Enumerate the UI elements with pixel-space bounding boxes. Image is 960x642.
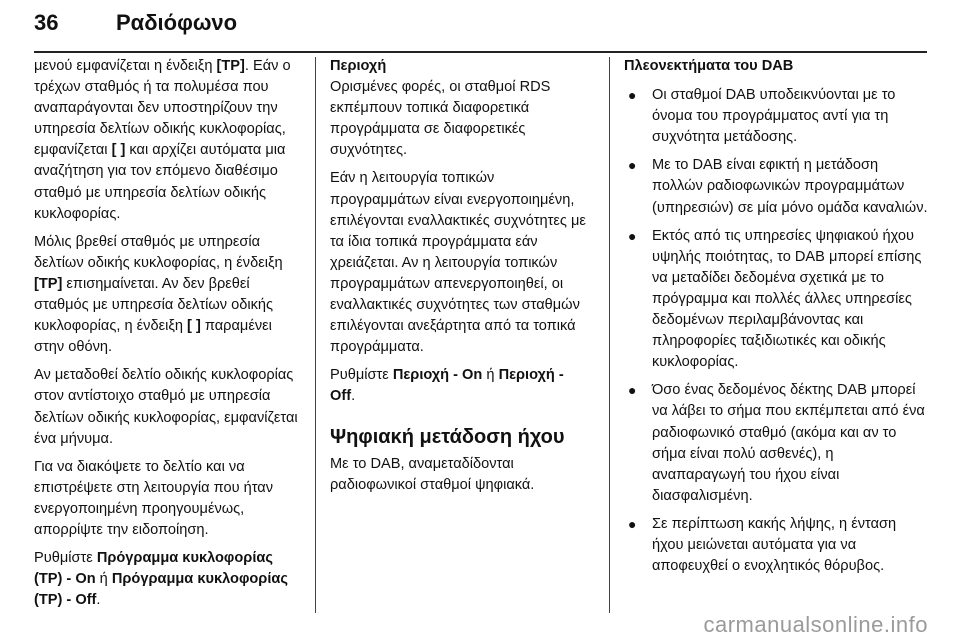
list-item: ● Εκτός από τις υπηρεσίες ψηφιακού ήχου υψηλής ποιότητας, το DAB μπορεί επίσης να μεταδίδει δεδομένα σχετικά με το πρόγραμμα και πολλές άλλες υπηρεσίες δεδομένων περιλαμβάνοντας και πληροφορίες ταξιδιωτικές και οδικής κυκλοφορίας. (628, 227, 922, 371)
watermark: carmanualsonline.info (703, 612, 928, 637)
page-title: Ραδιόφωνο (116, 10, 238, 35)
heading-dab-advantages: Πλεονεκτήματα του DAB (624, 58, 794, 74)
paragraph-regional-function: Εάν η λειτουργία τοπικών προγραμμάτων είναι ενεργοποιημένη, επιλέγονται εναλλακτικές συχνότητες με τα ίδια τοπικά προγράμματα εάν χρειάζεται. Αν η λειτουργία τοπικών προγραμμάτων απενεργοποιηθεί, οι εναλλακτικές συχνότητες των σταθμών επιλέγονται ανεξάρτητα από τα τοπικά προγράμματα. (330, 170, 586, 356)
header-rule (34, 51, 927, 53)
bullet-icon: ● (628, 515, 637, 532)
paragraph-tp-setting: Ρυθμίστε Πρόγραμμα κυκλοφορίας (TP) - On ή Πρόγραμμα κυκλοφορίας (TP) - Off. (34, 550, 288, 609)
column-left (34, 56, 302, 618)
paragraph-station-found: Μόλις βρεθεί σταθμός με υπηρεσία δελτίων οδικής κυκλοφορίας, η ένδειξη [TP] επισημαίνεται. Αν δεν βρεθεί σταθμός με υπηρεσία δελτίων οδικής κυκλοφορίας, η ένδειξη [ ] παραμένει στην οθόνη. (34, 233, 283, 356)
column-middle (330, 56, 592, 503)
bullet-icon: ● (628, 157, 637, 174)
dab-advantages-list (624, 85, 928, 577)
bullet-icon: ● (628, 87, 637, 104)
list-item: ● Οι σταθμοί DAB υποδεικνύονται με το όνομα του προγράμματος αντί για τη συχνότητα μετάδοσης. (628, 87, 896, 146)
bullet-icon: ● (628, 227, 637, 244)
paragraph-interrupt: Για να διακόψετε το δελτίο και να επιστρέψετε στη λειτουργία που ήταν ενεργοποιημένη προηγουμένως, απορρίψτε την ειδοποίηση. (34, 458, 274, 538)
column-right (624, 56, 928, 584)
page-number: 36 (34, 10, 59, 35)
heading-dab: Ψηφιακή μετάδοση ήχου (330, 425, 565, 448)
paragraph-announcement: Αν μεταδοθεί δελτίο οδικής κυκλοφορίας στον αντίστοιχο σταθμό με υπηρεσία δελτίων οδικής κυκλοφορίας, εμφανίζεται ένα μήνυμα. (34, 367, 298, 447)
bullet-icon: ● (628, 382, 637, 399)
list-item: ● Με το DAB είναι εφικτή η μετάδοση πολλών ραδιοφωνικών προγραμμάτων (υπηρεσιών) σε μία μόνο ομάδα καναλιών. (628, 157, 928, 216)
list-item: ● Σε περίπτωση κακής λήψης, η ένταση ήχου μειώνεται αυτόματα για να αποφευχθεί ο ενοχλητικός θόρυβος. (628, 515, 897, 575)
heading-region: Περιοχή (330, 58, 387, 74)
paragraph-dab-intro: Με το DAB, αναμεταδίδονται ραδιοφωνικοί σταθμοί ψηφιακά. (330, 455, 535, 493)
column-divider-1 (315, 57, 316, 613)
paragraph-region-setting: Ρυθμίστε Περιοχή - On ή Περιοχή - Off. (330, 367, 564, 405)
page-header (34, 10, 934, 44)
paragraph-tp-indicator: μενού εμφανίζεται η ένδειξη [TP]. Εάν ο τρέχων σταθμός ή τα πολυμέσα που αναπαράγονται δεν υποστηρίζουν την υπηρεσία δελτίων οδικής κυκλοφορίας, εμφανίζεται [ ] και αρχίζει αυτόματα μια αναζήτηση για τον επόμενο διαθέσιμο σταθμό με υπηρεσία δελτίων οδικής κυκλοφορίας. (34, 58, 291, 222)
list-item: ● Όσο ένας δεδομένος δέκτης DAB μπορεί να λάβει το σήμα που εκπέμπεται από ένα ραδιοφωνικό σταθμό (ακόμα και αν το σήμα είναι πολύ ασθενές), η αναπαραγωγή του ήχου είναι διασφαλισμένη. (628, 382, 925, 504)
column-divider-2 (609, 57, 610, 613)
paragraph-rds-regional: Ορισμένες φορές, οι σταθμοί RDS εκπέμπουν τοπικά διαφορετικά προγράμματα σε διαφορετικές συχνότητες. (330, 79, 551, 159)
